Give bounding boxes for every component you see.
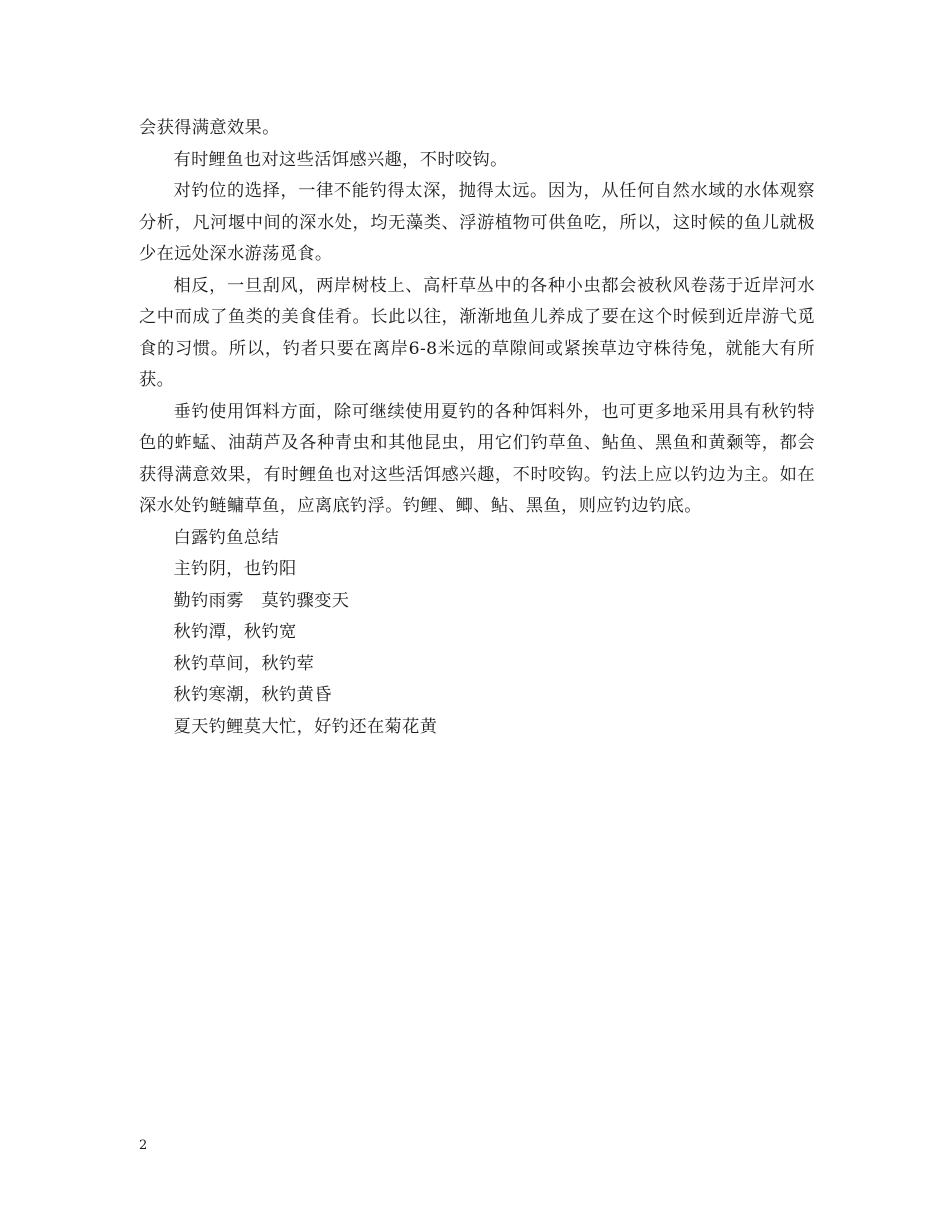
paragraph: 会获得满意效果。 (139, 118, 280, 138)
paragraph: 有时鲤鱼也对这些活饵感兴趣，不时咬钩。 (173, 149, 508, 170)
verse-title: 白露钓鱼总结 (173, 527, 280, 548)
paragraph: 相反，一旦刮风，两岸树枝上、高杆草丛中的各种小虫都会被秋风卷荡于近岸河水之中而成了鱼类的美食佳肴。长此以往，渐渐地鱼儿养成了要在这个时候到近岸游弋觅食的习惯。所以，钓者只要在离岸6-8米远的草隙间或紧挨草边守株待兔，就能大有所获。 (139, 275, 815, 390)
verse-line: 秋钓潭，秋钓宽 (173, 622, 297, 642)
verse-line: 秋钓寒潮，秋钓黄昏 (173, 685, 332, 705)
page-number: 2 (139, 1138, 148, 1153)
verse-line: 秋钓草间，秋钓荤 (173, 653, 315, 674)
paragraph: 对钓位的选择，一律不能钓得太深，抛得太远。因为，从任何自然水域的水体观察分析，凡河堰中间的深水处，均无藻类、浮游植物可供鱼吃，所以，这时候的鱼儿就极少在远处深水游荡觅食。 (139, 181, 815, 264)
summary-verse (139, 523, 815, 744)
verse-line: 夏天钓鲤莫大忙，好钓还在菊花黄 (173, 716, 438, 737)
verse-line: 主钓阴，也钓阳 (173, 559, 297, 579)
document-body (139, 113, 815, 743)
paragraph: 垂钓使用饵料方面，除可继续使用夏钓的各种饵料外，也可更多地采用具有秋钓特色的蚱蜢、油葫芦及各种青虫和其他昆虫，用它们钓草鱼、鲇鱼、黑鱼和黄颡等，都会获得满意效果，有时鲤鱼也对这些活饵感兴趣，不时咬钩。钓法上应以钓边为主。如在深水处钓鲢鳙草鱼，应离底钓浮。钓鲤、鲫、鲇、黑鱼，则应钓边钓底。 (139, 401, 815, 516)
verse-line: 勤钓雨雾 莫钓骤变天 (173, 590, 350, 611)
